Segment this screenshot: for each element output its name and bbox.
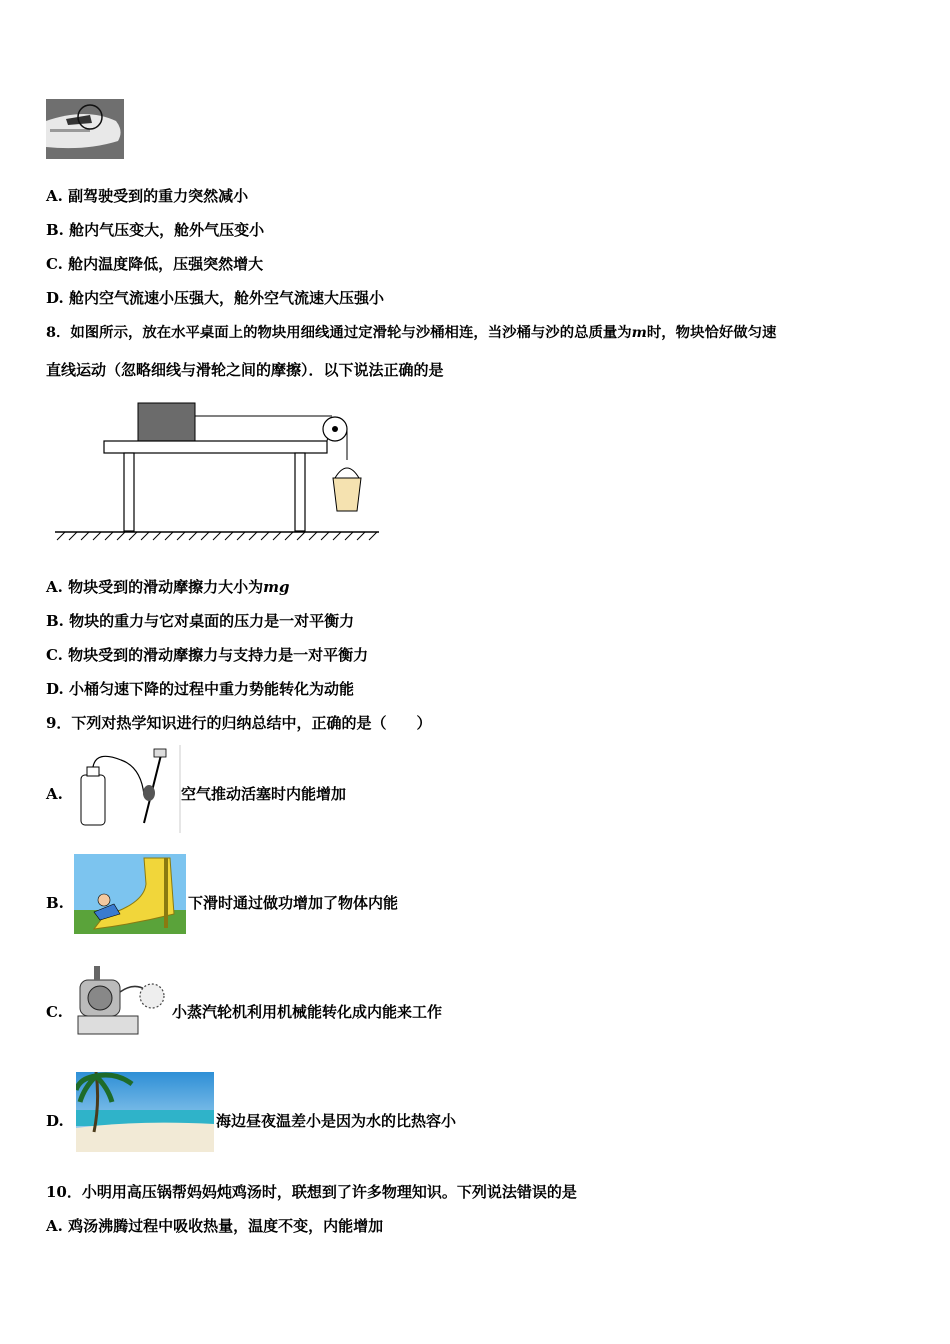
q10-option-a: A. 鸡汤沸腾过程中吸收热量，温度不变，内能增加 [46, 1217, 384, 1235]
q9-option-c-label: C. [46, 1003, 63, 1021]
q10-stem: 10．小明用高压锅帮妈妈炖鸡汤时，联想到了许多物理知识。下列说法错误的是 [46, 1183, 577, 1201]
q8-stem-line2: 直线运动（忽略细线与滑轮之间的摩擦）．以下说法正确的是 [46, 361, 444, 379]
q9-option-d-text: 海边昼夜温差小是因为水的比热容小 [216, 1112, 457, 1130]
q7-option-c: C. 舱内温度降低，压强突然增大 [46, 255, 264, 273]
q9-option-c-text: 小蒸汽轮机利用机械能转化成内能来工作 [172, 1003, 443, 1021]
q7-option-b: B. 舱内气压变大，舱外气压变小 [46, 221, 265, 239]
steam-turbine-image [74, 962, 172, 1040]
table-pulley-diagram [52, 398, 382, 546]
q9-option-b-label: B. [46, 894, 64, 912]
q8-option-d: D. 小桶匀速下降的过程中重力势能转化为动能 [46, 680, 354, 698]
q9-stem: 9．下列对热学知识进行的归纳总结中，正确的是（ ） [46, 714, 432, 732]
q7-option-a: A. 副驾驶受到的重力突然减小 [46, 187, 249, 205]
q9-option-a-label: A. [46, 785, 63, 803]
pump-bottle-image [76, 745, 181, 833]
q8-option-a: A. 物块受到的滑动摩擦力大小为mg [46, 578, 290, 596]
beach-image [76, 1072, 214, 1152]
q9-option-d-label: D. [46, 1112, 64, 1130]
q8-option-c: C. 物块受到的滑动摩擦力与支持力是一对平衡力 [46, 646, 369, 664]
slide-child-image [74, 854, 186, 934]
q9-option-b-text: 下滑时通过做功增加了物体内能 [188, 894, 399, 912]
q7-option-d: D. 舱内空气流速小压强大，舱外空气流速大压强小 [46, 289, 384, 307]
airplane-cockpit-image [46, 99, 124, 159]
q9-option-a-text: 空气推动活塞时内能增加 [181, 785, 347, 803]
q8-option-b: B. 物块的重力与它对桌面的压力是一对平衡力 [46, 612, 355, 630]
q8-stem-line1: 8．如图所示，放在水平桌面上的物块用细线通过定滑轮与沙桶相连，当沙桶与沙的总质量为m时，物块恰好做匀速 [46, 324, 777, 341]
